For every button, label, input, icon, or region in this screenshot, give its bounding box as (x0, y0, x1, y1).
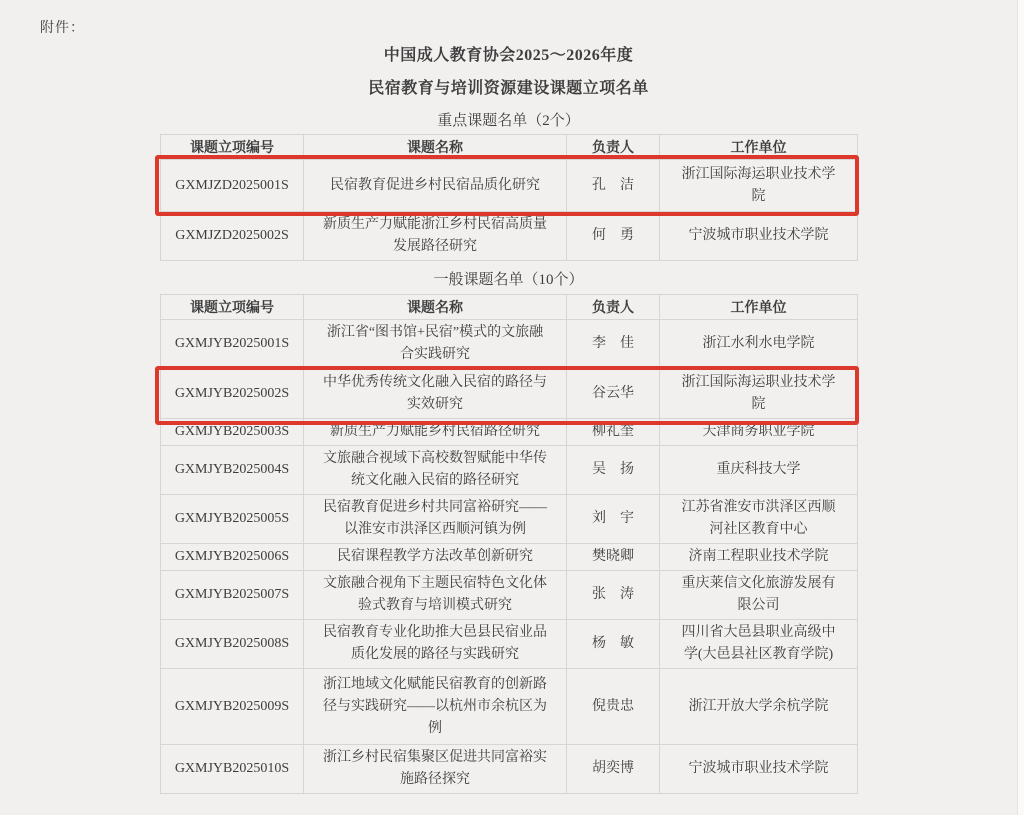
cell-project-id: GXMJZD2025002S (161, 212, 304, 261)
table-row (161, 446, 858, 495)
document-body (160, 46, 857, 794)
cell-project-title: 浙江乡村民宿集聚区促进共同富裕实施路径探究 (304, 745, 567, 794)
col-header-leader: 负责人 (567, 295, 660, 320)
cell-project-title: 浙江省“图书馆+民宿”模式的文旅融合实践研究 (304, 320, 567, 369)
cell-organization: 浙江国际海运职业技术学院 (660, 369, 858, 419)
cell-leader: 吴 扬 (567, 446, 660, 495)
cell-leader: 倪贵忠 (567, 669, 660, 745)
table-row (161, 212, 858, 261)
cell-project-id: GXMJYB2025001S (161, 320, 304, 369)
table-row (161, 544, 858, 571)
cell-leader: 刘 宇 (567, 495, 660, 544)
cell-project-title: 民宿课程教学方法改革创新研究 (304, 544, 567, 571)
col-header-project-title: 课题名称 (304, 295, 567, 320)
col-header-leader: 负责人 (567, 135, 660, 160)
cell-project-id: GXMJYB2025008S (161, 620, 304, 669)
cell-leader: 谷云华 (567, 369, 660, 419)
doc-title-line2: 民宿教育与培训资源建设课题立项名单 (368, 80, 649, 97)
col-header-project-id: 课题立项编号 (161, 135, 304, 160)
cell-project-title: 文旅融合视域下高校数智赋能中华传统文化融入民宿的路径研究 (304, 446, 567, 495)
cell-project-title: 民宿教育专业化助推大邑县民宿业品质化发展的路径与实践研究 (304, 620, 567, 669)
cell-project-title: 文旅融合视角下主题民宿特色文化体验式教育与培训模式研究 (304, 571, 567, 620)
cell-project-id: GXMJYB2025007S (161, 571, 304, 620)
col-header-organization: 工作单位 (660, 135, 858, 160)
cell-organization: 浙江国际海运职业技术学院 (660, 160, 858, 212)
attachment-label: 附件： (40, 21, 85, 36)
cell-organization: 宁波城市职业技术学院 (660, 212, 858, 261)
cell-organization: 浙江水利水电学院 (660, 320, 858, 369)
cell-project-id: GXMJYB2025004S (161, 446, 304, 495)
cell-project-title: 新质生产力赋能浙江乡村民宿高质量发展路径研究 (304, 212, 567, 261)
cell-organization: 宁波城市职业技术学院 (660, 745, 858, 794)
cell-project-id: GXMJYB2025006S (161, 544, 304, 571)
cell-organization: 江苏省淮安市洪泽区西顺河社区教育中心 (660, 495, 858, 544)
table-row (161, 669, 858, 745)
cell-leader: 柳礼奎 (567, 419, 660, 446)
table-row (161, 495, 858, 544)
table-row (161, 320, 858, 369)
right-edge-gutter (1017, 0, 1024, 815)
table-row (161, 160, 858, 212)
table-header-row (161, 135, 858, 160)
cell-project-id: GXMJYB2025002S (161, 369, 304, 419)
key-projects-table (160, 134, 858, 261)
cell-project-id: GXMJYB2025009S (161, 669, 304, 745)
cell-project-id: GXMJYB2025003S (161, 419, 304, 446)
cell-leader: 杨 敏 (567, 620, 660, 669)
cell-project-title: 浙江地域文化赋能民宿教育的创新路径与实践研究——以杭州市余杭区为例 (304, 669, 567, 745)
cell-leader: 胡奕博 (567, 745, 660, 794)
table-row (161, 620, 858, 669)
cell-leader: 孔 洁 (567, 160, 660, 212)
cell-project-id: GXMJYB2025010S (161, 745, 304, 794)
table-header-row (161, 295, 858, 320)
cell-organization: 济南工程职业技术学院 (660, 544, 858, 571)
cell-leader: 李 佳 (567, 320, 660, 369)
cell-project-title: 民宿教育促进乡村共同富裕研究——以淮安市洪泽区西顺河镇为例 (304, 495, 567, 544)
cell-project-title: 新质生产力赋能乡村民宿路径研究 (304, 419, 567, 446)
doc-title-line1: 中国成人教育协会2025～2026年度 (383, 47, 634, 64)
cell-project-title: 中华优秀传统文化融入民宿的路径与实效研究 (304, 369, 567, 419)
cell-organization: 天津商务职业学院 (660, 419, 858, 446)
table-row (161, 745, 858, 794)
cell-organization: 重庆莱信文化旅游发展有限公司 (660, 571, 858, 620)
key-section-heading: 重点课题名单（2个） (437, 113, 580, 129)
general-projects-table (160, 294, 858, 794)
cell-organization: 四川省大邑县职业高级中学(大邑县社区教育学院) (660, 620, 858, 669)
cell-leader: 张 涛 (567, 571, 660, 620)
table-row (161, 571, 858, 620)
table-row (161, 419, 858, 446)
general-section-heading: 一般课题名单（10个） (433, 272, 584, 288)
cell-project-id: GXMJYB2025005S (161, 495, 304, 544)
cell-project-id: GXMJZD2025001S (161, 160, 304, 212)
col-header-project-title: 课题名称 (304, 135, 567, 160)
cell-organization: 浙江开放大学余杭学院 (660, 669, 858, 745)
col-header-organization: 工作单位 (660, 295, 858, 320)
col-header-project-id: 课题立项编号 (161, 295, 304, 320)
cell-organization: 重庆科技大学 (660, 446, 858, 495)
cell-leader: 何 勇 (567, 212, 660, 261)
cell-leader: 樊晓卿 (567, 544, 660, 571)
table-row (161, 369, 858, 419)
cell-project-title: 民宿教育促进乡村民宿品质化研究 (304, 160, 567, 212)
